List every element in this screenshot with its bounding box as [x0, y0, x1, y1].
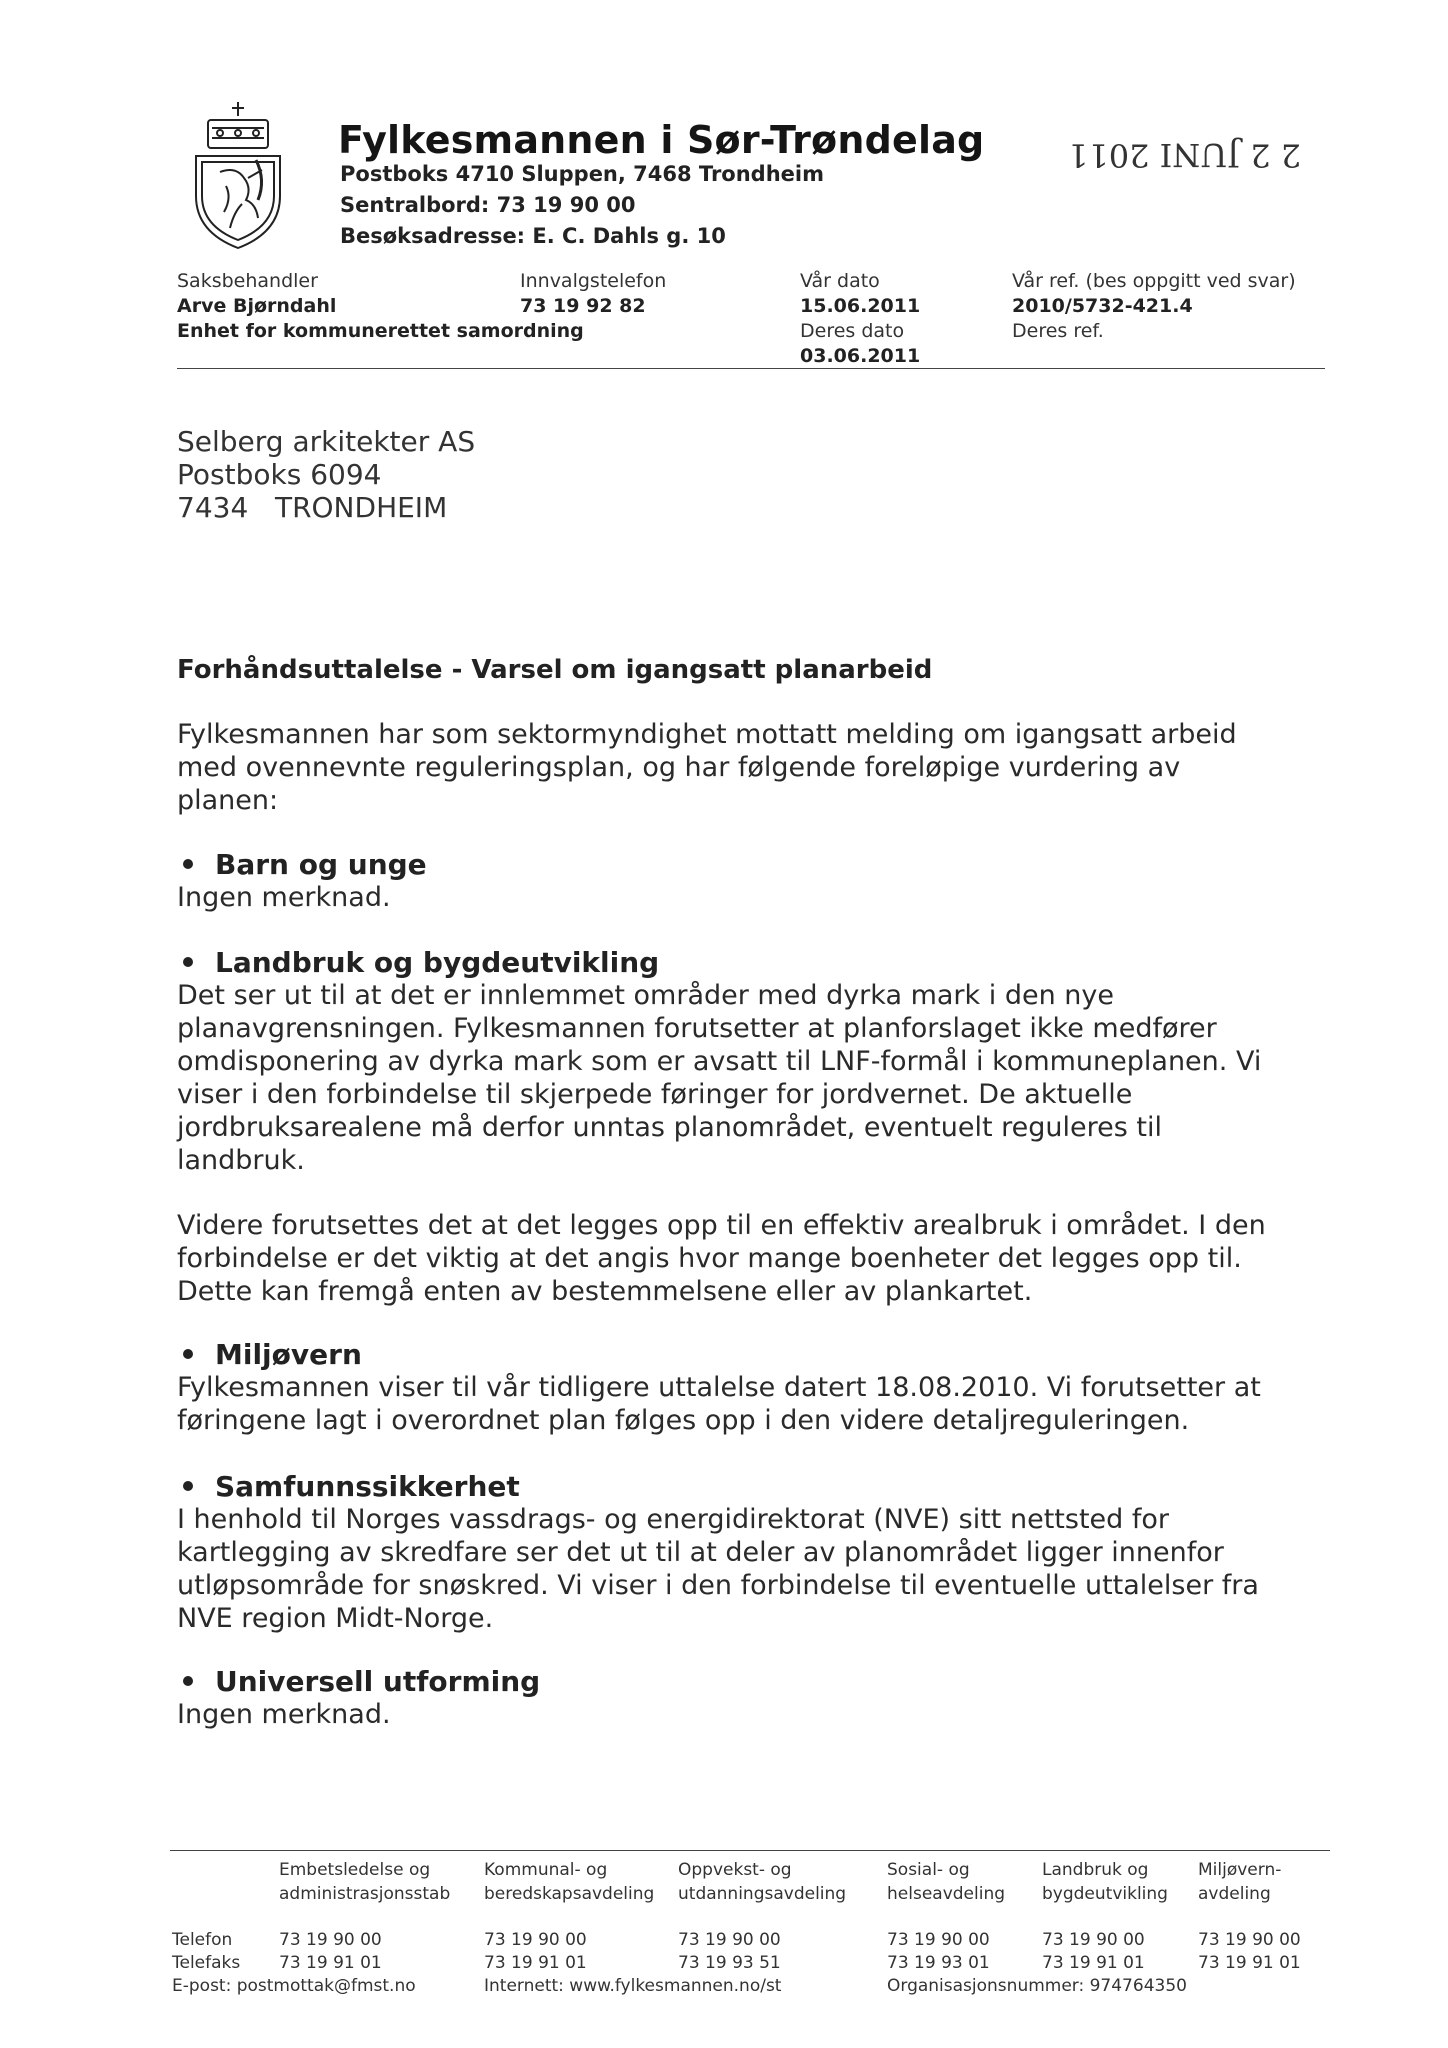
footer-tel-3: 73 19 90 00	[678, 1930, 781, 1950]
section-line: forbindelse er det viktig at det angis hvor mange boenheter det legges opp til.	[177, 1243, 1242, 1274]
section-line: planavgrensningen. Fylkesmannen forutsetter at planforslaget ikke medfører	[177, 1013, 1217, 1044]
footer-dept-6-l2: avdeling	[1198, 1884, 1271, 1904]
section-line: jordbruksarealene må derfor unntas planområdet, eventuelt reguleres til	[177, 1112, 1162, 1143]
section-line: Videre forutsettes det at det legges opp til en effektiv arealbruk i området. I den	[177, 1210, 1266, 1241]
section-barn	[177, 848, 1297, 914]
intro-line: Fylkesmannen har som sektormyndighet mottatt melding om igangsatt arbeid	[177, 719, 1237, 750]
footer-dept-3-l1: Oppvekst- og	[678, 1860, 792, 1880]
footer-fax-2: 73 19 91 01	[484, 1953, 587, 1973]
footer-fax-5: 73 19 91 01	[1042, 1953, 1145, 1973]
section-line: utløpsområde for snøskred. Vi viser i den forbindelse til eventuelle uttalelser fra	[177, 1570, 1259, 1601]
footer-dept-1-l2: administrasjonsstab	[279, 1884, 451, 1904]
bullet-icon	[183, 1676, 193, 1686]
section-line: Ingen merknad.	[177, 1699, 391, 1730]
section-line: Det ser ut til at det er innlemmet områder med dyrka mark i den nye	[177, 980, 1114, 1011]
deres-dato-value: 03.06.2011	[800, 345, 921, 367]
coat-of-arms-logo	[186, 100, 290, 252]
footer-dept-4-l1: Sosial- og	[887, 1860, 970, 1880]
section-universell	[177, 1665, 1297, 1731]
section-miljo	[177, 1338, 1297, 1437]
footer-tel-6: 73 19 90 00	[1198, 1930, 1301, 1950]
footer-fax-1: 73 19 91 01	[279, 1953, 382, 1973]
footer-fax-4: 73 19 93 01	[887, 1953, 990, 1973]
footer-tel-5: 73 19 90 00	[1042, 1930, 1145, 1950]
deres-ref-label: Deres ref.	[1012, 320, 1104, 342]
intro-paragraph	[177, 718, 1297, 817]
unit-name: Enhet for kommunerettet samordning	[177, 320, 584, 342]
section-line: NVE region Midt-Norge.	[177, 1603, 494, 1634]
innvalg-label: Innvalgstelefon	[520, 270, 667, 292]
bullet-icon	[183, 859, 193, 869]
footer-orgnr: Organisasjonsnummer: 974764350	[887, 1976, 1187, 1996]
footer-dept-5-l2: bygdeutvikling	[1042, 1884, 1168, 1904]
intro-line: planen:	[177, 785, 279, 816]
footer-tel-1: 73 19 90 00	[279, 1930, 382, 1950]
section-heading: Miljøvern	[177, 1338, 1297, 1371]
section-line: Dette kan fremgå enten av bestemmelsene eller av plankartet.	[177, 1276, 1033, 1307]
bullet-icon	[183, 957, 193, 967]
var-ref-label: Vår ref. (bes oppgitt ved svar)	[1012, 270, 1296, 292]
var-dato-label: Vår dato	[800, 270, 880, 292]
header-divider	[177, 368, 1325, 369]
footer-fax-6: 73 19 91 01	[1198, 1953, 1301, 1973]
letter-title: Forhåndsuttalelse - Varsel om igangsatt planarbeid	[177, 655, 933, 685]
bullet-icon	[183, 1349, 193, 1359]
footer-email: E-post: postmottak@fmst.no	[172, 1976, 416, 1996]
section-line: landbruk.	[177, 1145, 305, 1176]
org-postal-address: Postboks 4710 Sluppen, 7468 Trondheim	[340, 162, 824, 186]
footer-dept-3-l2: utdanningsavdeling	[678, 1884, 847, 1904]
section-heading: Landbruk og bygdeutvikling	[177, 946, 1297, 979]
recipient-city: 7434 TRONDHEIM	[177, 491, 448, 524]
var-dato-value: 15.06.2011	[800, 295, 921, 317]
footer-dept-4-l2: helseavdeling	[887, 1884, 1006, 1904]
section-samfunn	[177, 1470, 1297, 1635]
section-line: I henhold til Norges vassdrags- og energidirektorat (NVE) sitt nettsted for	[177, 1504, 1169, 1535]
deres-dato-label: Deres dato	[800, 320, 905, 342]
section-line: Ingen merknad.	[177, 882, 391, 913]
org-switchboard: Sentralbord: 73 19 90 00	[340, 193, 636, 217]
footer-tel-2: 73 19 90 00	[484, 1930, 587, 1950]
recipient-name: Selberg arkitekter AS	[177, 425, 476, 458]
saksbehandler-label: Saksbehandler	[177, 270, 318, 292]
intro-line: med ovennevnte reguleringsplan, og har følgende foreløpige vurdering av	[177, 752, 1181, 783]
section-heading: Samfunnssikkerhet	[177, 1470, 1297, 1503]
footer-website: Internett: www.fylkesmannen.no/st	[484, 1976, 782, 1996]
section-landbruk-cont	[177, 1209, 1297, 1308]
saksbehandler-name: Arve Bjørndahl	[177, 295, 337, 317]
received-date-stamp: 2 2 JUNI 2011	[1068, 136, 1302, 174]
footer-telefaks-label: Telefaks	[172, 1953, 241, 1973]
footer-fax-3: 73 19 93 51	[678, 1953, 781, 1973]
footer-telefon-label: Telefon	[172, 1930, 233, 1950]
section-line: omdisponering av dyrka mark som er avsatt til LNF-formål i kommuneplanen. Vi	[177, 1046, 1262, 1077]
footer-dept-1-l1: Embetsledelse og	[279, 1860, 431, 1880]
var-ref-value: 2010/5732-421.4	[1012, 295, 1193, 317]
section-line: Fylkesmannen viser til vår tidligere uttalelse datert 18.08.2010. Vi forutsetter at	[177, 1372, 1261, 1403]
section-heading: Universell utforming	[177, 1665, 1297, 1698]
bullet-icon	[183, 1481, 193, 1491]
org-visiting-address: Besøksadresse: E. C. Dahls g. 10	[340, 224, 726, 248]
footer-divider	[170, 1850, 1330, 1851]
footer-dept-5-l1: Landbruk og	[1042, 1860, 1149, 1880]
recipient-postbox: Postboks 6094	[177, 458, 382, 491]
footer-dept-2-l2: beredskapsavdeling	[484, 1884, 655, 1904]
section-line: viser i den forbindelse til skjerpede føringer for jordvernet. De aktuelle	[177, 1079, 1133, 1110]
section-heading: Barn og unge	[177, 848, 1297, 881]
section-landbruk	[177, 946, 1297, 1177]
section-line: kartlegging av skredfare ser det ut til at deler av planområdet ligger innenfor	[177, 1537, 1224, 1568]
footer-dept-6-l1: Miljøvern-	[1198, 1860, 1282, 1880]
innvalg-value: 73 19 92 82	[520, 295, 646, 317]
org-name: Fylkesmannen i Sør-Trøndelag	[338, 118, 985, 162]
footer-dept-2-l1: Kommunal- og	[484, 1860, 608, 1880]
section-line: føringene lagt i overordnet plan følges opp i den videre detaljreguleringen.	[177, 1405, 1190, 1436]
footer-tel-4: 73 19 90 00	[887, 1930, 990, 1950]
